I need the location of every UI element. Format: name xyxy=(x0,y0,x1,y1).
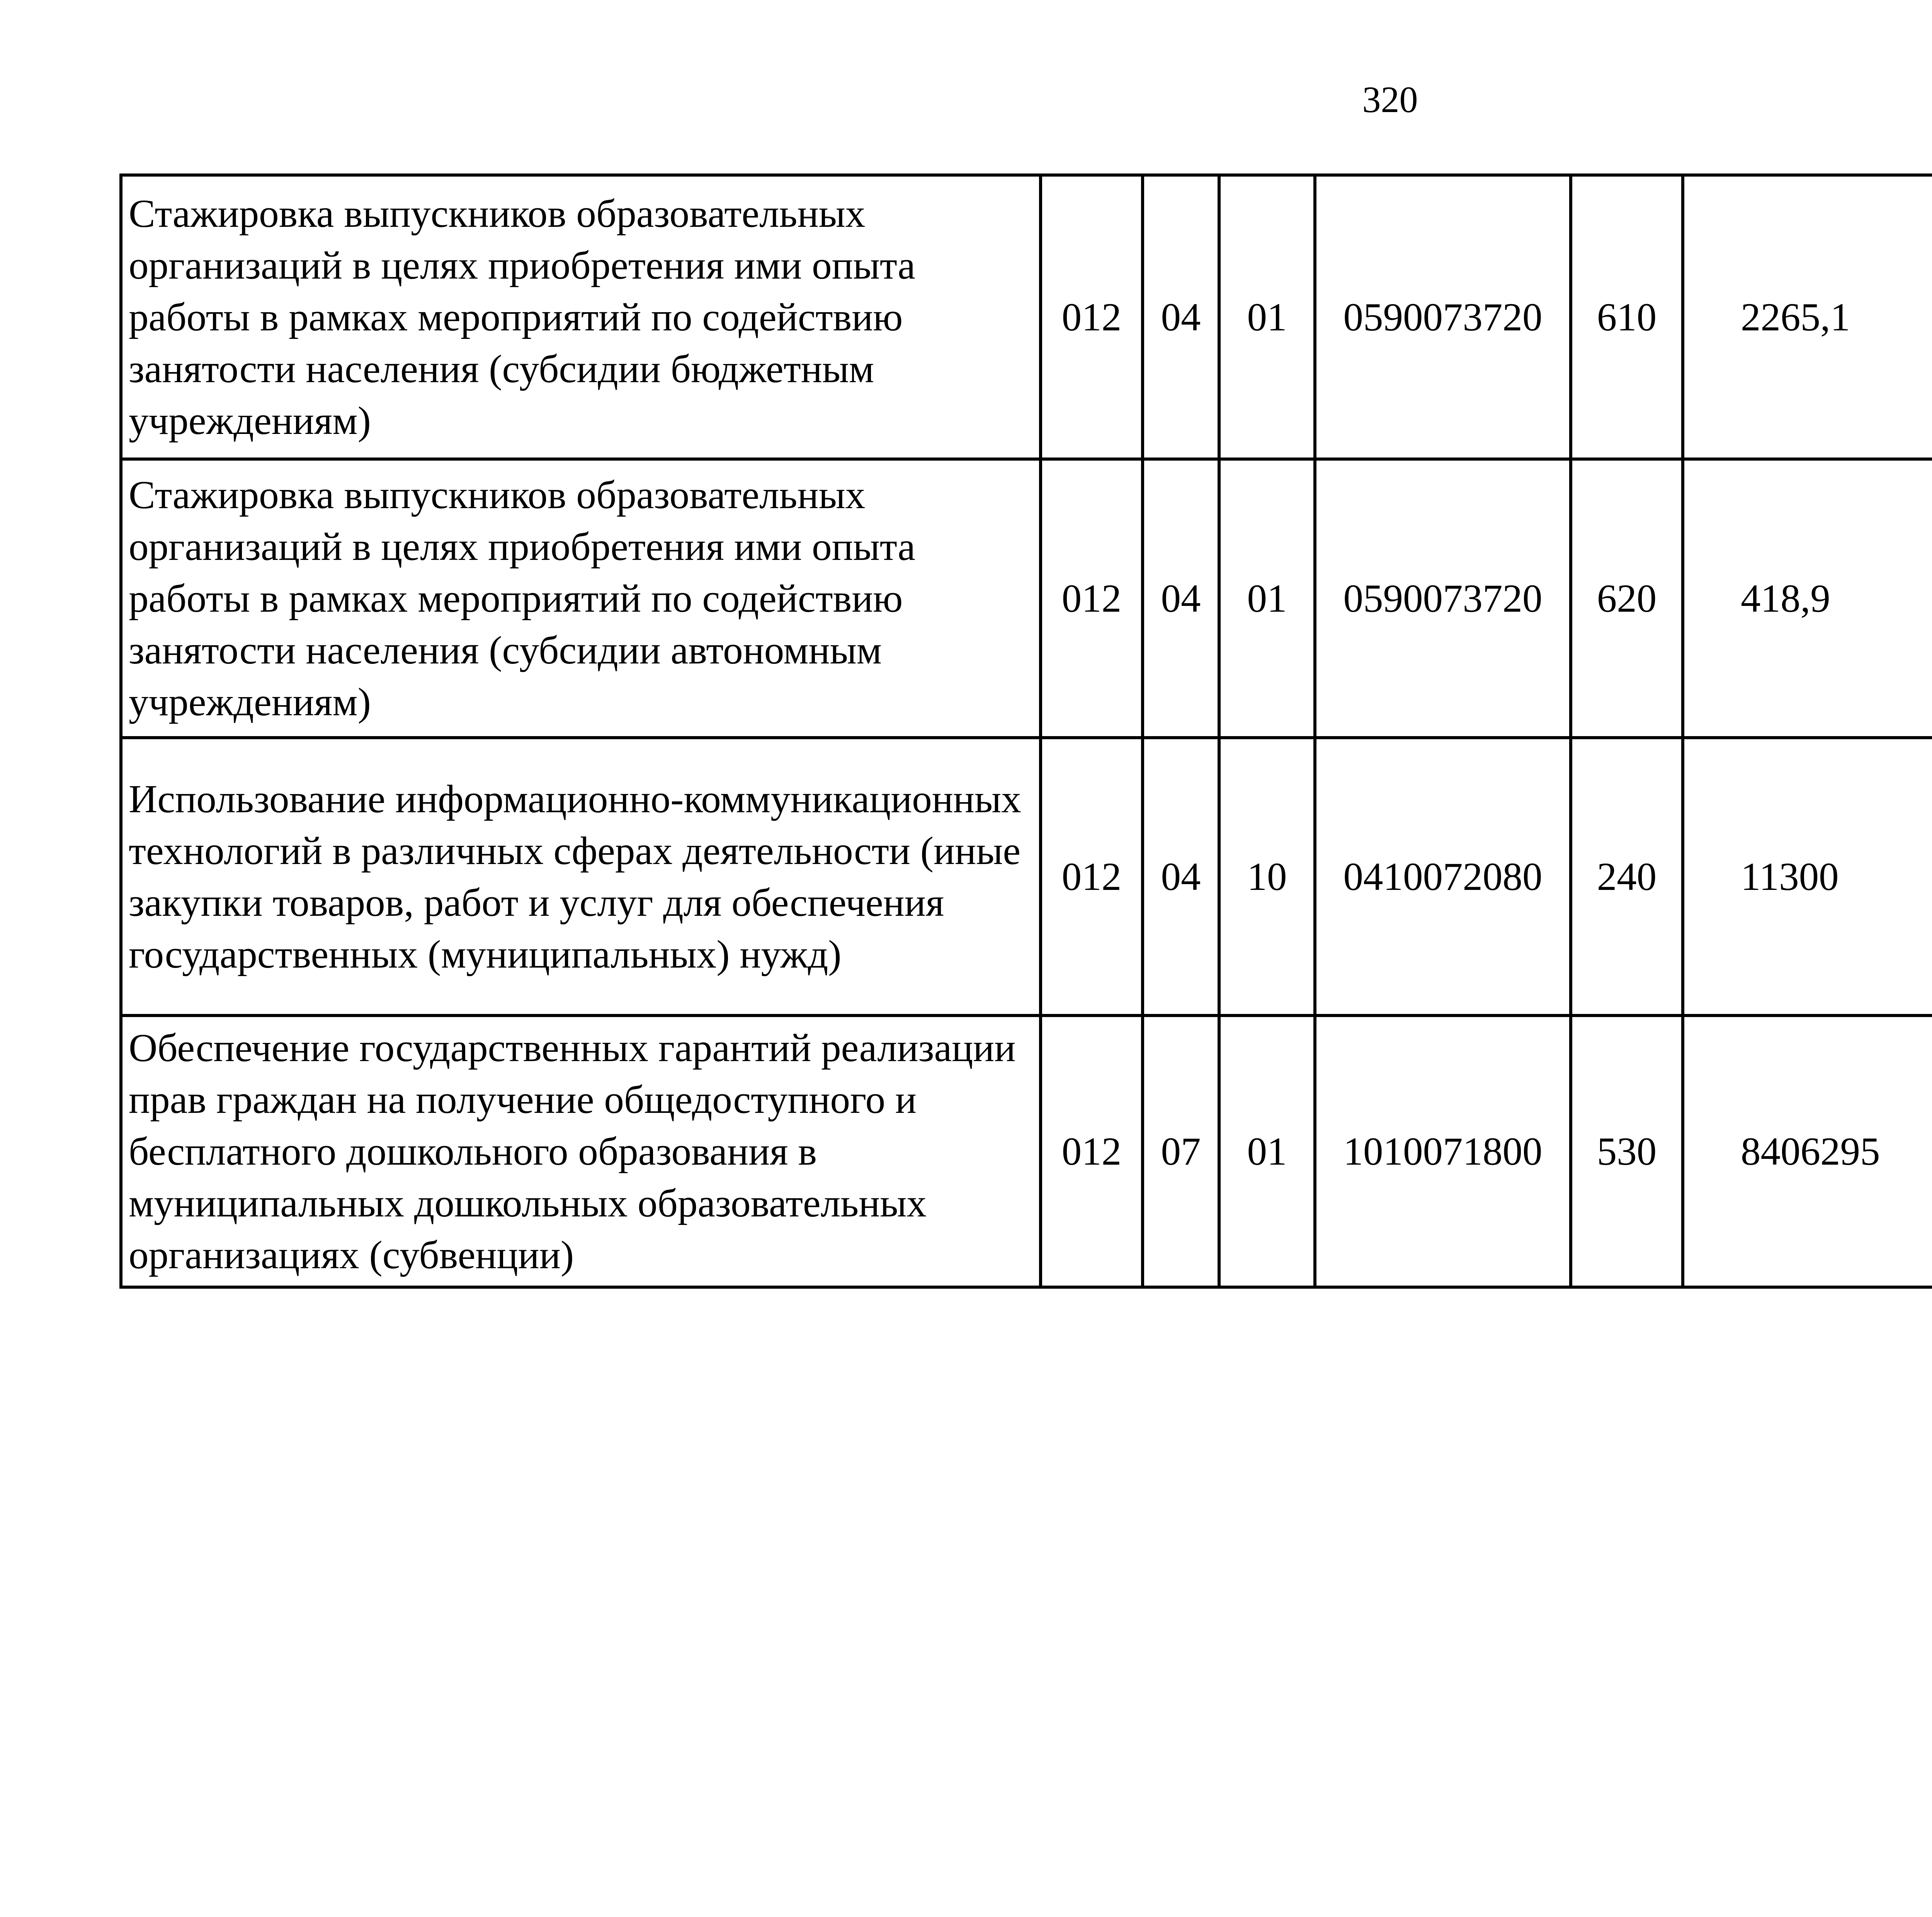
amount-year-1: 2265,1 xyxy=(1683,175,1932,459)
ministry-code: 012 xyxy=(1041,738,1143,1015)
target-article-code: 0410072080 xyxy=(1315,738,1571,1015)
target-article-code: 1010071800 xyxy=(1315,1015,1571,1287)
target-article-code: 0590073720 xyxy=(1315,175,1571,459)
table-row xyxy=(121,175,1932,459)
row-description: Использование информационно-коммуникационных технологий в различных сферах деятельности (иные закупки товаров, работ и услуг для обеспечения государственных (муниципальных) нужд) xyxy=(121,738,1041,1015)
subsection-code: 01 xyxy=(1219,459,1315,738)
expense-type-code: 530 xyxy=(1571,1015,1683,1287)
subsection-code: 01 xyxy=(1219,175,1315,459)
section-code: 07 xyxy=(1143,1015,1219,1287)
subsection-code: 01 xyxy=(1219,1015,1315,1287)
target-article-code: 0590073720 xyxy=(1315,459,1571,738)
expense-type-code: 240 xyxy=(1571,738,1683,1015)
ministry-code: 012 xyxy=(1041,1015,1143,1287)
table-row xyxy=(121,459,1932,738)
section-code: 04 xyxy=(1143,738,1219,1015)
expense-type-code: 620 xyxy=(1571,459,1683,738)
amount-year-1: 8406295 xyxy=(1683,1015,1932,1287)
row-description: Стажировка выпускников образовательных организаций в целях приобретения ими опыта работы в рамках мероприятий по содействию занятости населения (субсидии бюджетным учреждениям) xyxy=(121,175,1041,459)
amount-year-1: 11300 xyxy=(1683,738,1932,1015)
amount-year-1: 418,9 xyxy=(1683,459,1932,738)
row-description: Стажировка выпускников образовательных организаций в целях приобретения ими опыта работы в рамках мероприятий по содействию занятости населения (субсидии автономным учреждениям) xyxy=(121,459,1041,738)
budget-table xyxy=(119,173,1932,1289)
section-code: 04 xyxy=(1143,459,1219,738)
page-number: 320 xyxy=(1362,79,1418,120)
expense-type-code: 610 xyxy=(1571,175,1683,459)
row-description: Обеспечение государственных гарантий реализации прав граждан на получение общедоступного и бесплатного дошкольного образования в муниципальных дошкольных образовательных организациях (субвенции) xyxy=(121,1015,1041,1287)
table-row xyxy=(121,738,1932,1015)
ministry-code: 012 xyxy=(1041,175,1143,459)
section-code: 04 xyxy=(1143,175,1219,459)
subsection-code: 10 xyxy=(1219,738,1315,1015)
ministry-code: 012 xyxy=(1041,459,1143,738)
table-row xyxy=(121,1015,1932,1287)
